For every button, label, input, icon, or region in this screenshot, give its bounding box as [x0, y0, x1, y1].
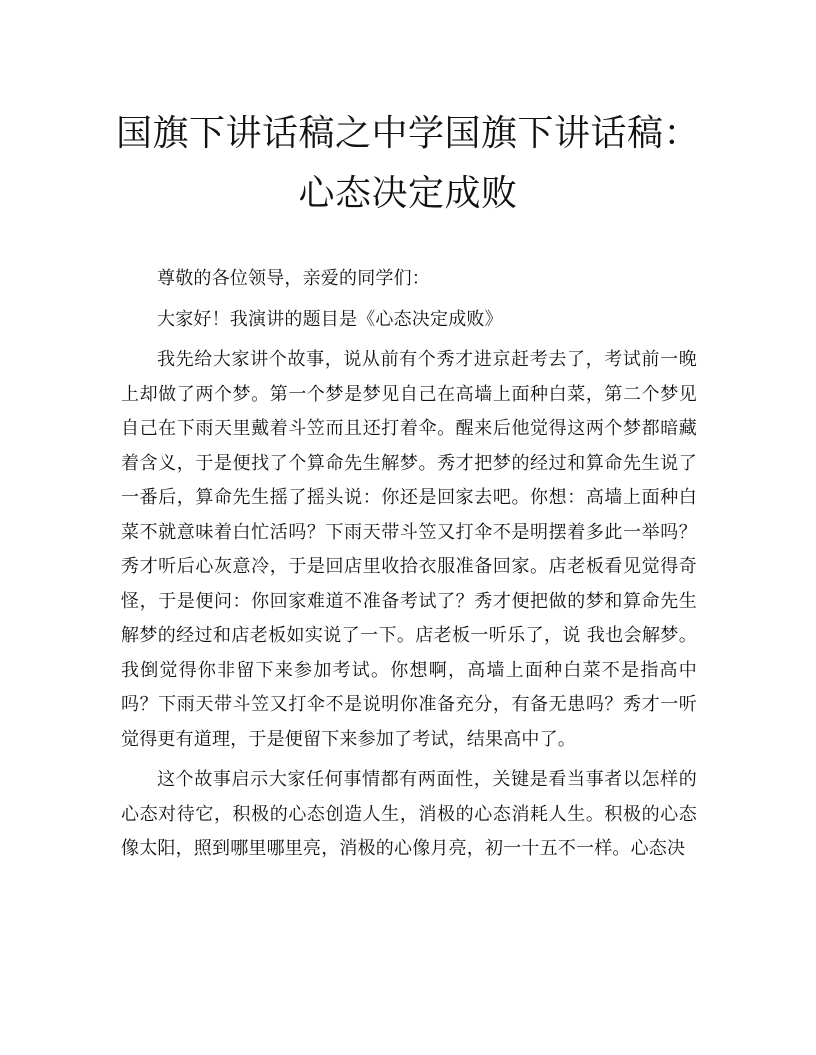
document-title: 国旗下讲话稿之中学国旗下讲话稿：心态决定成败 [115, 113, 700, 214]
paragraph-story: 我先给大家讲个故事，说从前有个秀才进京赶考去了，考试前一晚上却做了两个梦。第一个梦是梦见自己在高墙上面种白菜，第二个梦见自己在下雨天里戴着斗笠而且还打着伞。醒来后他觉得这两个梦都暗藏着含义，于是便找了个算命先生解梦。秀才把梦的经过和算命先生说了一番后，算命先生摇了摇头说：你还是回家去吧。你想：高墙上面种白菜不就意味着白忙活吗？下雨天带斗笠又打伞不是明摆着多此一举吗？秀才听后心灰意冷，于是回店里收拾衣服准备回家。店老板看见觉得奇怪，于是便问：你回家难道不准备考试了？秀才便把做的梦和算命先生解梦的经过和店老板如实说了一下。店老板一听乐了，说 我也会解梦。我倒觉得你非留下来参加考试。你想啊，高墙上面种白菜不是指高中吗？下雨天带斗笠又打伞不是说明你准备充分，有备无患吗？秀才一听觉得更有道理，于是便留下来参加了考试，结果高中了。 [121, 349, 697, 750]
paragraph-lesson: 这个故事启示大家任何事情都有两面性，关键是看当事者以怎样的心态对待它，积极的心态创造人生，消极的心态消耗人生。积极的心态像太阳，照到哪里哪里亮，消极的心像月亮，初一十五不一样。心态决 [121, 769, 697, 859]
document-body [121, 262, 697, 867]
paragraph-topic: 大家好！我演讲的题目是《心态决定成败》 [157, 308, 503, 330]
paragraph-greeting: 尊敬的各位领导，亲爱的同学们： [157, 268, 430, 289]
